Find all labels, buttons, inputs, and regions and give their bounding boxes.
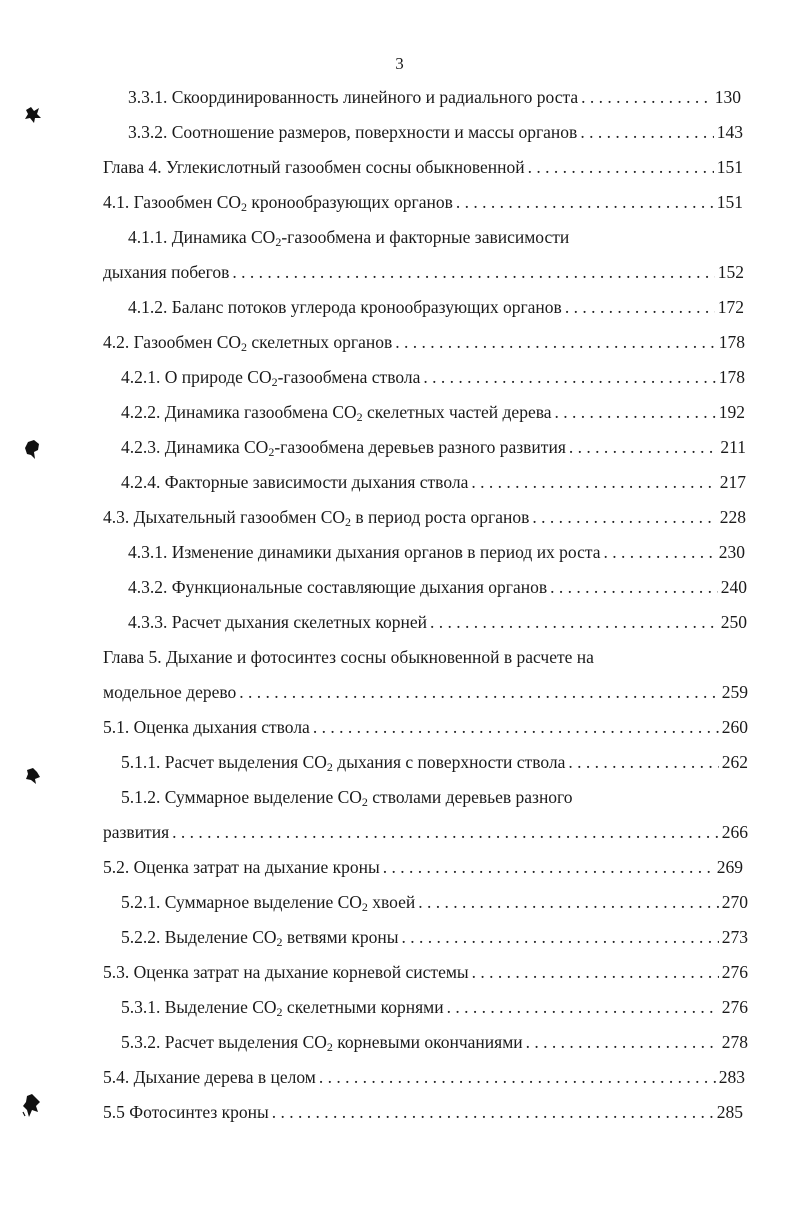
toc-entry — [121, 782, 748, 808]
toc-entry — [103, 852, 743, 878]
dot-leader — [272, 1101, 714, 1123]
toc-entry-title — [121, 366, 420, 388]
toc-entry-title-text: развития — [103, 822, 170, 842]
toc-entry-page: 152 — [717, 262, 744, 282]
toc-entry-title-text: 5.1.1. Расчет выделения CO — [121, 752, 327, 772]
toc-entry-title-text: 4.2.2. Динамика газообмена CO — [121, 402, 357, 422]
toc-entry-title-text: кронообразующих органов — [247, 192, 453, 212]
toc-entry-title-text: дыхания с поверхности ствола — [332, 752, 566, 772]
dot-leader — [383, 856, 714, 878]
toc-entry — [121, 362, 745, 388]
toc-entry — [103, 152, 743, 178]
toc-entry — [128, 222, 743, 248]
toc-entry — [103, 257, 744, 283]
toc-entry — [121, 432, 746, 458]
toc-entry-title-text: скелетными корнями — [282, 997, 444, 1017]
dot-leader — [528, 156, 714, 178]
toc-entry-title-text: Глава 4. Углекислотный газообмен сосны обыкновенной — [103, 157, 525, 177]
toc-entry — [103, 712, 748, 738]
toc-entry-title — [128, 611, 427, 633]
toc-entry-title-text: хвоей — [367, 892, 416, 912]
toc-entry — [103, 957, 748, 983]
ink-blot-icon — [20, 1092, 44, 1120]
subscript: 2 — [276, 935, 283, 949]
toc-entry-title — [128, 541, 601, 563]
toc-entry-title — [128, 121, 577, 143]
toc-entry-title — [121, 996, 444, 1018]
toc-entry-page: 269 — [716, 857, 743, 877]
ink-blot-icon — [22, 104, 44, 126]
toc-entry-title — [121, 926, 399, 948]
toc-entry-title — [103, 506, 529, 528]
toc-entry-title — [128, 296, 562, 318]
toc-entry-title-text: Глава 5. Дыхание и фотосинтез сосны обыкновенной в расчете на — [103, 647, 594, 667]
dot-leader — [471, 471, 716, 493]
toc-entry-title-text: корневыми окончаниями — [332, 1032, 523, 1052]
toc-entry — [121, 887, 748, 913]
dot-leader — [447, 996, 719, 1018]
subscript: 2 — [356, 410, 363, 424]
toc-entry-page: 151 — [716, 192, 743, 212]
toc-entry-title-text: 4.2.4. Факторные зависимости дыхания ствола — [121, 472, 469, 492]
dot-leader — [550, 576, 718, 598]
toc-entry-title-text: 5.3.1. Выделение CO — [121, 997, 277, 1017]
subscript: 2 — [241, 200, 248, 214]
toc-entry-title — [121, 436, 566, 458]
toc-entry — [128, 572, 747, 598]
toc-entry-title — [103, 821, 169, 843]
toc-entry-page: 262 — [721, 752, 748, 772]
toc-entry — [103, 327, 745, 353]
dot-leader — [313, 716, 719, 738]
toc-entry-title-text: 4.1.1. Динамика CO — [128, 227, 276, 247]
toc-entry — [121, 922, 748, 948]
ink-blot-icon — [22, 765, 44, 787]
ink-blot-icon — [22, 438, 44, 462]
toc-entry-title — [121, 891, 415, 913]
dot-leader — [232, 261, 714, 283]
subscript: 2 — [275, 235, 282, 249]
toc-entry-page: 285 — [716, 1102, 743, 1122]
toc-entry-title — [103, 156, 525, 178]
toc-entry — [103, 642, 747, 668]
subscript: 2 — [361, 795, 368, 809]
toc-entry-page: 259 — [721, 682, 748, 702]
toc-entry — [121, 1027, 748, 1053]
toc-entry-page: 178 — [718, 367, 745, 387]
toc-entry-title — [103, 856, 380, 878]
subscript: 2 — [241, 340, 248, 354]
toc-entry — [103, 187, 743, 213]
toc-entry-title-text: 4.3.3. Расчет дыхания скелетных корней — [128, 612, 427, 632]
toc-entry — [103, 1062, 745, 1088]
toc-entry-title-text: 3.3.1. Скоординированность линейного и радиального роста — [128, 87, 579, 107]
dot-leader — [580, 121, 713, 143]
toc-entry-page: 228 — [719, 507, 746, 527]
toc-entry-title-text: 5.1.2. Суммарное выделение CO — [121, 787, 362, 807]
toc-entry-title-text: скелетных органов — [247, 332, 393, 352]
dot-leader — [319, 1066, 716, 1088]
page-number: 3 — [395, 54, 404, 73]
dot-leader — [472, 961, 719, 983]
toc-entry-title — [121, 751, 565, 773]
toc-entry-title-text: 4.1.2. Баланс потоков углерода кронообразующих органов — [128, 297, 562, 317]
toc-entry-title-text: 5.2.1. Суммарное выделение CO — [121, 892, 362, 912]
toc-entry-page: 230 — [718, 542, 745, 562]
toc-entry-page: 276 — [721, 962, 748, 982]
toc-entry-title — [103, 961, 469, 983]
dot-leader — [395, 331, 716, 353]
toc-entry-title-text: 5.2. Оценка затрат на дыхание кроны — [103, 857, 380, 877]
dot-leader — [423, 366, 715, 388]
subscript: 2 — [345, 515, 352, 529]
toc-entry-page: 143 — [716, 122, 743, 142]
dot-leader — [568, 751, 718, 773]
toc-entry-title-text: 5.2.2. Выделение CO — [121, 927, 277, 947]
toc-entry-title-text: 5.1. Оценка дыхания ствола — [103, 717, 310, 737]
toc-entry-page: 276 — [721, 997, 748, 1017]
dot-leader — [569, 436, 718, 458]
dot-leader — [526, 1031, 719, 1053]
toc-entry — [121, 992, 748, 1018]
toc-entry-title-text: 4.2.1. О природе CO — [121, 367, 272, 387]
toc-entry-page: 273 — [721, 927, 748, 947]
toc-entry — [128, 292, 744, 318]
toc-entry-title — [121, 1031, 523, 1053]
toc-entry-title-text: 5.4. Дыхание дерева в целом — [103, 1067, 316, 1087]
toc-entry-page: 192 — [718, 402, 745, 422]
toc-entry — [128, 117, 743, 143]
toc-entry-page: 278 — [721, 1032, 748, 1052]
toc-entry-title — [128, 226, 569, 248]
dot-leader — [581, 86, 712, 108]
toc-entry-title-text: 4.3.1. Изменение динамики дыхания органов в период их роста — [128, 542, 601, 562]
toc-entry-title — [103, 681, 236, 703]
toc-entry — [103, 817, 748, 843]
toc-entry-title-text: 4.3. Дыхательный газообмен CO — [103, 507, 346, 527]
subscript: 2 — [361, 900, 368, 914]
subscript: 2 — [268, 445, 275, 459]
subscript: 2 — [276, 1005, 283, 1019]
dot-leader — [555, 401, 716, 423]
toc-entry-title-text: 4.2.3. Динамика CO — [121, 437, 269, 457]
toc-entry-page: 240 — [720, 577, 747, 597]
dot-leader — [239, 681, 718, 703]
toc-entry — [103, 502, 746, 528]
toc-entry-title-text: -газообмена и факторные зависимости — [281, 227, 570, 247]
toc-entry-title-text: скелетных частей дерева — [362, 402, 552, 422]
toc-entry-title — [103, 331, 392, 353]
toc-entry-page: 270 — [721, 892, 748, 912]
toc-entry-title — [121, 401, 552, 423]
dot-leader — [418, 891, 718, 913]
dot-leader — [430, 611, 718, 633]
toc-entry-title-text: -газообмена деревьев разного развития — [274, 437, 566, 457]
toc-entry — [103, 677, 748, 703]
subscript: 2 — [271, 375, 278, 389]
toc-entry-page: 260 — [721, 717, 748, 737]
toc-entry-page: 151 — [716, 157, 743, 177]
dot-leader — [172, 821, 719, 843]
dot-leader — [604, 541, 716, 563]
toc-entry-title-text: 5.3. Оценка затрат на дыхание корневой системы — [103, 962, 469, 982]
toc-entry-title-text: 5.5 Фотосинтез кроны — [103, 1102, 269, 1122]
toc-entry-page: 283 — [718, 1067, 745, 1087]
toc-entry-title — [103, 1066, 316, 1088]
toc-entry-title-text: -газообмена ствола — [277, 367, 421, 387]
toc-entry — [128, 607, 747, 633]
toc-entry — [121, 467, 746, 493]
toc-entry-title-text: модельное дерево — [103, 682, 237, 702]
toc-entry — [128, 537, 745, 563]
toc-entry-title-text: 4.1. Газообмен CO — [103, 192, 242, 212]
toc-entry-page: 266 — [721, 822, 748, 842]
toc-entry-title-text: стволами деревьев разного — [367, 787, 573, 807]
toc-entry-title-text: в период роста органов — [351, 507, 530, 527]
toc-entry-page: 250 — [720, 612, 747, 632]
toc-entry-page: 217 — [719, 472, 746, 492]
toc-entry-title — [128, 86, 578, 108]
toc-entry-title — [103, 646, 594, 668]
toc-entry-title — [121, 786, 573, 808]
toc-entry-title-text: ветвями кроны — [282, 927, 399, 947]
toc-entry-page: 178 — [718, 332, 745, 352]
toc-entry-title — [103, 191, 453, 213]
subscript: 2 — [326, 1040, 333, 1054]
dot-leader — [456, 191, 714, 213]
toc-entry-title — [121, 471, 468, 493]
toc-entry-title-text: 4.2. Газообмен CO — [103, 332, 242, 352]
toc-entry-title — [103, 261, 229, 283]
toc-entry-title-text: дыхания побегов — [103, 262, 230, 282]
toc-entry-page: 211 — [720, 437, 746, 457]
toc-entry-page: 130 — [714, 87, 741, 107]
dot-leader — [532, 506, 716, 528]
toc-entry — [128, 82, 741, 108]
toc-entry — [121, 397, 745, 423]
toc-entry-title — [103, 1101, 269, 1123]
toc-entry-title-text: 4.3.2. Функциональные составляющие дыхания органов — [128, 577, 548, 597]
subscript: 2 — [326, 760, 333, 774]
toc-entry — [121, 747, 748, 773]
dot-leader — [402, 926, 719, 948]
toc-entry-page: 172 — [717, 297, 744, 317]
toc-entry — [103, 1097, 743, 1123]
toc-entry-title — [103, 716, 310, 738]
toc-entry-title — [128, 576, 547, 598]
toc-entry-title-text: 5.3.2. Расчет выделения CO — [121, 1032, 327, 1052]
dot-leader — [565, 296, 715, 318]
toc-entry-title-text: 3.3.2. Соотношение размеров, поверхности и массы органов — [128, 122, 578, 142]
